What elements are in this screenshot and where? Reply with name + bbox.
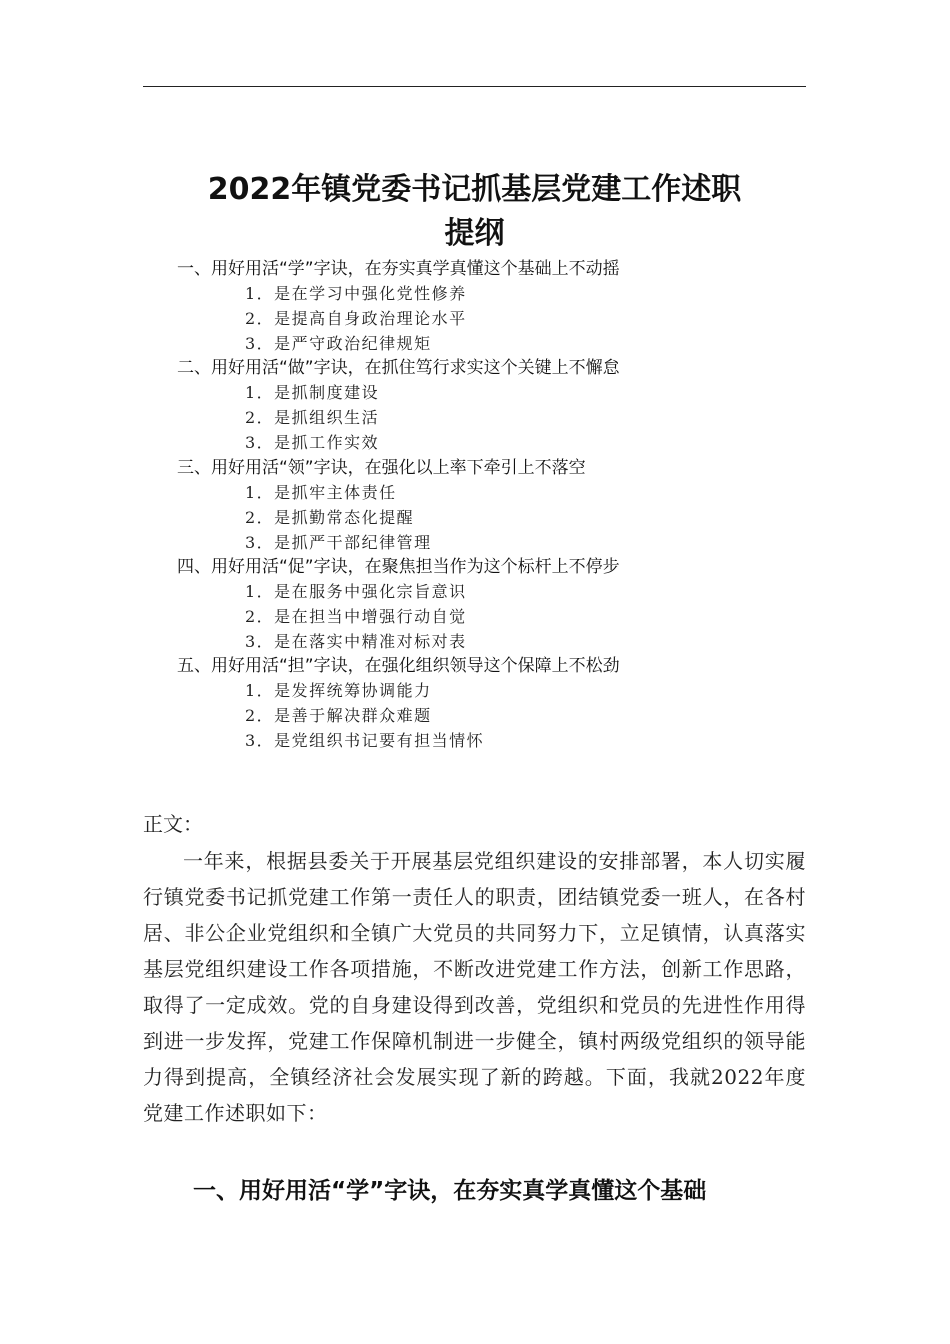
outline-item: 2．是善于解决群众难题 [245,706,432,725]
outline-heading: 五、用好用活“担”字诀，在强化组织领导这个保障上不松劲 [177,656,620,676]
outline-item: 1．是抓制度建设 [245,383,380,402]
outline-item: 1．是发挥统筹协调能力 [245,681,432,700]
outline-item: 2．是抓组织生活 [245,408,380,427]
document-title-line1: 2022年镇党委书记抓基层党建工作述职 [207,172,742,207]
outline-heading: 三、用好用活“领”字诀，在强化以上率下牵引上不落空 [177,458,586,478]
body-label: 正文： [143,812,203,836]
outline-heading: 二、用好用活“做”字诀，在抓住笃行求实这个关键上不懈怠 [177,358,620,378]
document-title-line2: 提纲 [444,216,505,251]
outline-heading: 四、用好用活“促”字诀，在聚焦担当作为这个标杆上不停步 [177,557,620,577]
outline-item: 1．是抓牢主体责任 [245,483,397,502]
outline-item: 3．是抓严干部纪律管理 [245,533,432,552]
outline-item: 1．是在学习中强化党性修养 [245,284,467,303]
section-heading: 一、用好用活“学”字诀，在夯实真学真懂这个基础 [193,1178,707,1204]
outline-item: 3．是在落实中精准对标对表 [245,632,467,651]
outline-item: 2．是在担当中增强行动自觉 [245,607,467,626]
outline-item: 3．是党组织书记要有担当情怀 [245,731,485,750]
outline-item: 1．是在服务中强化宗旨意识 [245,582,467,601]
outline-item: 2．是抓勤常态化提醒 [245,508,415,527]
outline-heading: 一、用好用活“学”字诀，在夯实真学真懂这个基础上不动摇 [177,259,620,279]
outline-item: 3．是抓工作实效 [245,433,380,452]
outline-item: 2．是提高自身政治理论水平 [245,309,467,328]
body-paragraph: 一年来，根据县委关于开展基层党组织建设的安排部署，本人切实履行镇党委书记抓党建工作第一责任人的职责，团结镇党委一班人，在各村居、非公企业党组织和全镇广大党员的共同努力下，立足镇情，认真落实基层党组织建设工作各项措施，不断改进党建工作方法，创新工作思路，取得了一定成效。党的自身建设得到改善，党组织和党员的先进性作用得到进一步发挥，党建工作保障机制进一步健全，镇村两级党组织的领导能力得到提高，全镇经济社会发展实现了新的跨越。下面，我就2022年度党建工作述职如下： [143,849,806,1125]
outline-item: 3．是严守政治纪律规矩 [245,334,432,353]
header-rule [143,86,806,87]
